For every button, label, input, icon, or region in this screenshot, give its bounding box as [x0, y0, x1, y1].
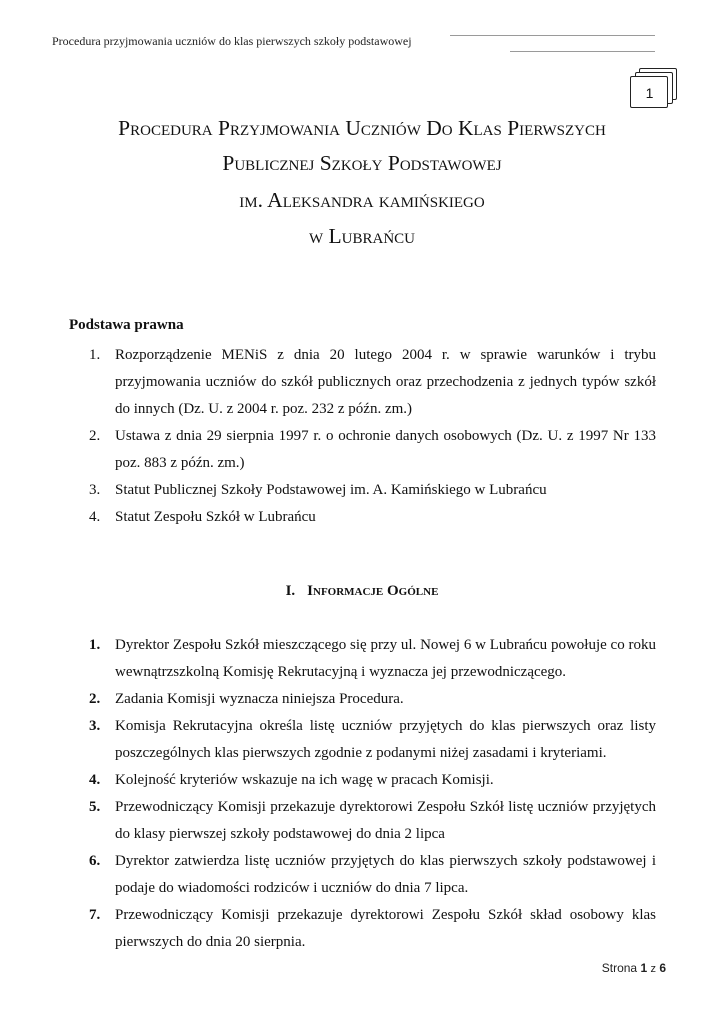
- list-marker: 7.: [89, 907, 101, 923]
- section-heading: [0, 583, 724, 600]
- list-item: [89, 504, 656, 531]
- list-item-text: Przewodniczący Komisji przekazuje dyrektorowi Zespołu Szkół skład osobowy klas pierwszych do dnia 20 sierpnia.: [115, 907, 656, 950]
- list-item-text: Zadania Komisji wyznacza niniejsza Procedura.: [115, 691, 404, 707]
- list-item-text: Kolejność kryteriów wskazuje na ich wagę w pracach Komisji.: [115, 772, 494, 788]
- footer-separator: z: [650, 963, 656, 975]
- list-marker: 4.: [89, 509, 101, 525]
- list-item-text: Statut Publicznej Szkoły Podstawowej im. A. Kamińskiego w Lubrańcu: [115, 482, 547, 498]
- footer-current-page: 1: [640, 961, 648, 975]
- document-title-line-3: im. Aleksandra kamińskiego: [239, 188, 485, 212]
- list-item-text: Przewodniczący Komisji przekazuje dyrektorowi Zespołu Szkół listę uczniów przyjętych do klasy pierwszej szkoły podstawowej do dnia 2 lipca: [115, 799, 656, 842]
- list-item: [89, 342, 656, 423]
- list-marker: 2.: [89, 691, 101, 707]
- running-header: Procedura przyjmowania uczniów do klas pierwszych szkoły podstawowej: [52, 34, 412, 48]
- list-item: [89, 477, 656, 504]
- section-title: Informacje Ogólne: [307, 583, 439, 599]
- list-marker: 6.: [89, 853, 101, 869]
- list-item: [89, 902, 656, 956]
- list-item-text: Statut Zespołu Szkół w Lubrańcu: [115, 509, 316, 525]
- general-info-list: [0, 632, 724, 956]
- list-marker: 4.: [89, 772, 101, 788]
- legal-basis-heading: Podstawa prawna: [69, 317, 184, 333]
- footer-total-pages: 6: [659, 961, 666, 975]
- list-marker: 5.: [89, 799, 101, 815]
- document-title-line-2: Publicznej Szkoły Podstawowej: [222, 151, 502, 175]
- list-item-text: Dyrektor Zespołu Szkół mieszczącego się przy ul. Nowej 6 w Lubrańcu powołuje co roku wewnątrzszkolną Komisję Rekrutacyjną i wyznacza jej przewodniczącego.: [115, 637, 656, 680]
- page-stack-icon: [630, 68, 678, 108]
- page-badge-number: 1: [645, 84, 654, 101]
- list-item: [89, 794, 656, 848]
- list-item-text: Ustawa z dnia 29 sierpnia 1997 r. o ochronie danych osobowych (Dz. U. z 1997 Nr 133 poz. 883 z późn. zm.): [115, 428, 656, 471]
- list-item-text: Rozporządzenie MENiS z dnia 20 lutego 2004 r. w sprawie warunków i trybu przyjmowania uczniów do szkół publicznych oraz przechodzenia z jednych typów szkół do innych (Dz. U. z 2004 r. poz. 232 z późn. zm.): [115, 347, 656, 417]
- list-item: [89, 686, 656, 713]
- list-marker: 1.: [89, 347, 101, 363]
- list-item: [89, 713, 656, 767]
- header-rule-top: [450, 35, 655, 36]
- list-item-text: Dyrektor zatwierdza listę uczniów przyjętych do klas pierwszych szkoły podstawowej i podaje do wiadomości rodziców i uczniów do dnia 7 lipca.: [115, 853, 656, 896]
- list-marker: 3.: [89, 718, 101, 734]
- list-item: [89, 423, 656, 477]
- list-item: [89, 848, 656, 902]
- list-item: [89, 767, 656, 794]
- document-title-line-1: Procedura Przyjmowania Uczniów Do Klas Pierwszych: [118, 116, 606, 140]
- page-footer: [602, 961, 666, 975]
- list-item: [89, 632, 656, 686]
- list-marker: 2.: [89, 428, 101, 444]
- list-marker: 3.: [89, 482, 101, 498]
- section-number: I.: [285, 583, 296, 599]
- header-rule-bottom: [510, 51, 655, 52]
- legal-basis-list: [0, 342, 724, 531]
- document-title-line-4: w Lubrańcu: [308, 224, 415, 248]
- footer-label: Strona: [601, 961, 638, 975]
- list-marker: 1.: [89, 637, 101, 653]
- list-item-text: Komisja Rekrutacyjna określa listę uczniów przyjętych do klas pierwszych oraz listy poszczególnych klas pierwszych zgodnie z podanymi niżej zasadami i kryteriami.: [115, 718, 656, 761]
